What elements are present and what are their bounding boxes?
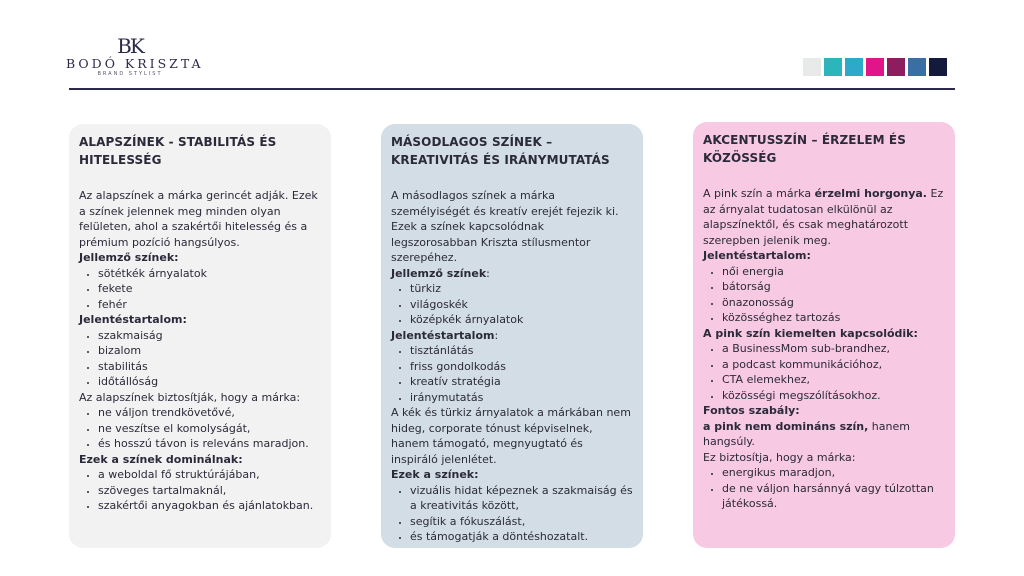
list-item: • a podcast kommunikációhoz, xyxy=(722,357,945,373)
links-label: A pink szín kiemelten kapcsolódik: xyxy=(703,326,918,340)
intro-part: Ez az árnyalat tudatosan elkülönül az alapszínektől, és csak meghatározott szerepben jelenik meg. xyxy=(703,187,944,247)
swatch-turquoise xyxy=(824,58,842,76)
rule-emphasis: a pink nem domináns szín, xyxy=(703,419,869,433)
list-item: • időtállóság xyxy=(98,374,321,390)
list-item: • közösségi megszólításokhoz. xyxy=(722,388,945,404)
rule-rest: hanem hangsúly. xyxy=(703,419,910,448)
brand-name: BODÓ KRISZTA xyxy=(66,56,204,71)
list-item: • szakmaiság xyxy=(98,328,321,344)
list-item: • CTA elemekhez, xyxy=(722,372,945,388)
swatch-blue xyxy=(908,58,926,76)
card-intro: A másodlagos színek a márka személyiségét és kreatív erejét fejezik ki. Ezek a színek kapcsolódnak legszorosabban Kriszta stílusmentor szerepéhez. xyxy=(391,189,619,264)
swatch-light-gray xyxy=(803,58,821,76)
swatch-plum xyxy=(887,58,905,76)
swatch-navy xyxy=(929,58,947,76)
usage-list xyxy=(391,483,633,545)
list-item: • vizuális hidat képeznek a szakmaiság és a kreativitás között, xyxy=(410,483,633,514)
meaning-list xyxy=(79,328,321,390)
usage-label: Ezek a színek: xyxy=(391,468,479,481)
list-item: • női energia xyxy=(722,264,945,280)
colors-label xyxy=(391,266,633,282)
list-item: • ne veszítse el komolyságát, xyxy=(98,421,321,437)
card-intro xyxy=(703,186,945,248)
list-item: • de ne váljon harsánnyá vagy túlzottan játékossá. xyxy=(722,481,945,512)
list-item: • közösséghez tartozás xyxy=(722,310,945,326)
brand-monogram: BK xyxy=(117,34,143,58)
list-item: • és támogatják a döntéshozatalt. xyxy=(410,529,633,545)
ensure-text: Az alapszínek biztosítják, hogy a márka: xyxy=(79,390,301,404)
list-item: • friss gondolkodás xyxy=(410,359,633,375)
dominant-label: Ezek a színek dominálnak: xyxy=(79,452,243,466)
links-list xyxy=(703,341,945,403)
header-divider xyxy=(69,88,955,90)
meaning-list xyxy=(391,343,633,405)
list-item: • sötétkék árnyalatok xyxy=(98,266,321,282)
list-item: • világoskék xyxy=(410,297,633,313)
card-title: ALAPSZÍNEK - STABILITÁS ÉS HITELESSÉG xyxy=(79,135,277,167)
ensure-text: Ez biztosítja, hogy a márka: xyxy=(703,450,856,464)
colors-label-colon: : xyxy=(486,266,490,280)
list-item: • és hosszú távon is releváns maradjon. xyxy=(98,436,321,452)
list-item: • középkék árnyalatok xyxy=(410,312,633,328)
list-item: • segítik a fókuszálást, xyxy=(410,514,633,530)
rule-text xyxy=(703,419,945,450)
list-item: • kreatív stratégia xyxy=(410,374,633,390)
list-item: • szakértői anyagokban és ajánlatokban. xyxy=(98,498,321,514)
card-paragraph: A kék és türkiz árnyalatok a márkában nem hideg, corporate tónust képviselnek, hanem támogató, megnyugtató és inspiráló jelenlétet. xyxy=(391,406,631,466)
brand-tagline: BRAND STYLIST xyxy=(97,71,163,77)
list-item: • a weboldal fő struktúrájában, xyxy=(98,467,321,483)
list-item: • bátorság xyxy=(722,279,945,295)
card-accent-color xyxy=(693,122,955,548)
list-item: • iránymutatás xyxy=(410,390,633,406)
swatch-cyan xyxy=(845,58,863,76)
list-item: • ne váljon trendkövetővé, xyxy=(98,405,321,421)
meaning-label-text: Jelentéstartalom xyxy=(391,328,495,342)
ensure-list xyxy=(79,405,321,452)
list-item: • fekete xyxy=(98,281,321,297)
intro-part: A pink szín a márka xyxy=(703,187,815,200)
meaning-label: Jelentéstartalom: xyxy=(703,249,811,262)
meaning-label xyxy=(391,328,633,344)
meaning-list xyxy=(703,264,945,326)
card-title: AKCENTUSSZÍN – ÉRZELEM ÉS KÖZÖSSÉG xyxy=(703,133,906,165)
meaning-label: Jelentéstartalom: xyxy=(79,313,187,326)
color-palette xyxy=(803,58,947,76)
list-item: • energikus maradjon, xyxy=(722,465,945,481)
list-item: • fehér xyxy=(98,297,321,313)
card-title: MÁSODLAGOS SZÍNEK – KREATIVITÁS ÉS IRÁNYMUTATÁS xyxy=(391,135,610,167)
list-item: • türkiz xyxy=(410,281,633,297)
brand-logo xyxy=(66,34,204,78)
intro-emphasis: érzelmi horgonya. xyxy=(814,187,927,200)
list-item: • tisztánlátás xyxy=(410,343,633,359)
swatch-pink xyxy=(866,58,884,76)
card-secondary-colors xyxy=(381,124,643,548)
colors-label-text: Jellemző színek xyxy=(391,266,487,280)
dominant-list xyxy=(79,467,321,514)
colors-label: Jellemző színek: xyxy=(79,251,179,264)
colors-list xyxy=(79,266,321,313)
card-primary-colors xyxy=(69,124,331,548)
card-intro: Az alapszínek a márka gerincét adják. Ezek a színek jelennek meg minden olyan felületen, ahol a szakértői hitelesség és a prémium pozíció hangsúlyos. xyxy=(79,189,318,249)
rule-label: Fontos szabály: xyxy=(703,404,800,417)
list-item: • bizalom xyxy=(98,343,321,359)
list-item: • a BusinessMom sub-brandhez, xyxy=(722,341,945,357)
colors-list xyxy=(391,281,633,328)
ensure-list xyxy=(703,465,945,512)
meaning-label-colon: : xyxy=(494,328,499,342)
list-item: • önazonosság xyxy=(722,295,945,311)
list-item: • szöveges tartalmaknál, xyxy=(98,483,321,499)
list-item: • stabilitás xyxy=(98,359,321,375)
